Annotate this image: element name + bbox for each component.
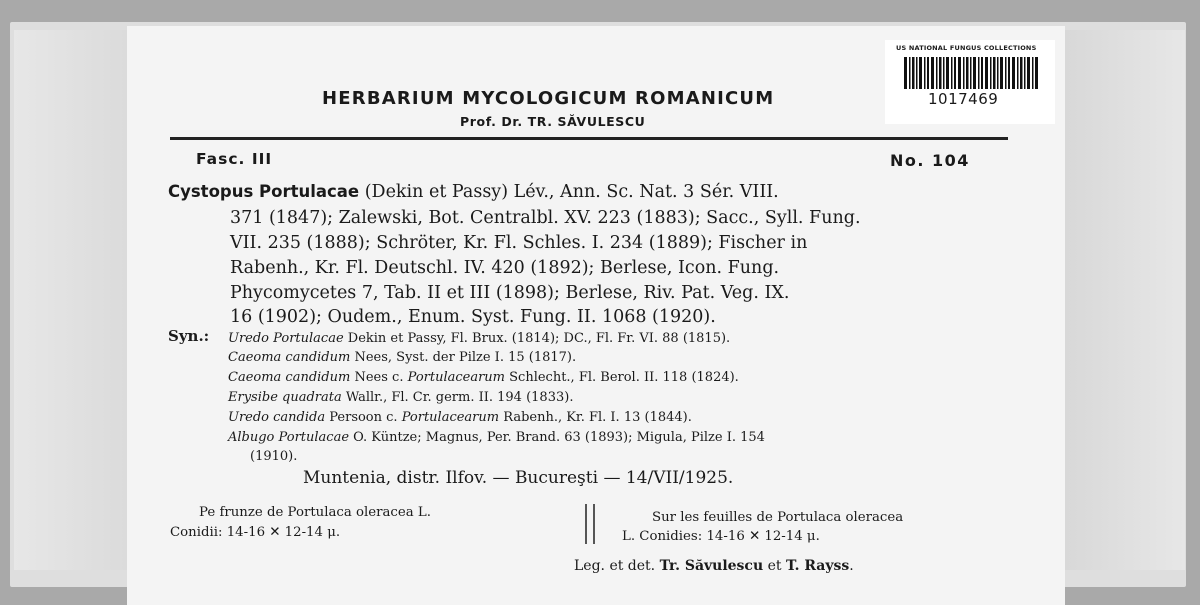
- synonym-line-tail: (1910).: [250, 449, 298, 464]
- synonym-name: Erysibe quadrata: [228, 390, 342, 405]
- synonym-reference: Schlecht., Fl. Berol. II. 118 (1824).: [505, 370, 739, 385]
- header-rule: [170, 137, 1008, 140]
- collector-conjunction: et: [763, 558, 786, 574]
- fascicle-label: Fasc. III: [196, 150, 273, 168]
- synonym-line: [228, 348, 576, 369]
- synonym-reference: Persoon c.: [325, 410, 402, 425]
- synonym-line: [228, 388, 573, 409]
- synonym-name: Caeoma candidum: [228, 350, 351, 365]
- synonym-line: [228, 368, 739, 389]
- specimen-number: No. 104: [890, 151, 970, 170]
- synonym-reference: O. Küntze; Magnus, Per. Brand. 63 (1893); Migula, Pilze I. 154: [349, 430, 765, 445]
- species-line-1: [168, 180, 779, 204]
- synonym-line: [228, 428, 765, 449]
- species-citation-line: Rabenh., Kr. Fl. Deutschl. IV. 420 (1892); Berlese, Icon. Fung.: [230, 258, 780, 278]
- collector-prefix: Leg. et det.: [574, 558, 660, 574]
- barcode-image: [904, 57, 1038, 89]
- collector-suffix: .: [849, 558, 854, 574]
- synonym-name: Uredo candida: [228, 410, 326, 425]
- collector-line: [574, 556, 854, 576]
- synonym-host: Portulacearum: [401, 410, 500, 425]
- synonym-reference: Rabenh., Kr. Fl. I. 13 (1844).: [499, 410, 692, 425]
- synonym-reference: Wallr., Fl. Cr. germ. II. 194 (1833).: [341, 390, 574, 405]
- locality: Muntenia, distr. Ilfov. — Bucureşti — 14/VII/1925.: [303, 468, 734, 488]
- column-divider: [585, 504, 595, 544]
- synonym-host: Portulacearum: [407, 370, 505, 385]
- synonym-name: Albugo Portulacae: [228, 430, 350, 445]
- species-citation-line: 16 (1902); Oudem., Enum. Syst. Fung. II. 1068 (1920).: [230, 307, 716, 327]
- envelope-flap-right: [1065, 30, 1185, 570]
- species-citation-line: Phycomycetes 7, Tab. II et III (1898); Berlese, Riv. Pat. Veg. IX.: [230, 283, 790, 303]
- synonym-name: Caeoma candidum: [228, 370, 351, 385]
- species-authority: (Dekin et Passy) Lév., Ann. Sc. Nat. 3 Sér. VIII.: [364, 182, 779, 202]
- synonym-name: Uredo Portulacae: [228, 331, 344, 346]
- synonym-line: [228, 329, 730, 350]
- species-citation-line: VII. 235 (1888); Schröter, Kr. Fl. Schles. I. 234 (1889); Fischer in: [230, 233, 808, 253]
- species-name: Cystopus Portulacae: [168, 182, 360, 201]
- host-note-romanian: Pe frunze de Portulaca oleracea L.: [199, 505, 431, 520]
- herbarium-title: HERBARIUM MYCOLOGICUM ROMANICUM: [322, 88, 775, 109]
- conidia-note-romanian: Conidii: 14-16 ✕ 12-14 μ.: [170, 525, 341, 540]
- synonym-reference: Dekin et Passy, Fl. Brux. (1814); DC., Fl. Fr. VI. 88 (1815).: [343, 331, 731, 346]
- synonym-reference: Nees c.: [350, 370, 408, 385]
- envelope-flap-left: [14, 30, 144, 570]
- barcode-caption: US NATIONAL FUNGUS COLLECTIONS: [896, 44, 1037, 52]
- herbarium-subtitle: Prof. Dr. TR. SĂVULESCU: [460, 114, 646, 129]
- collector-name-2: T. Rayss: [785, 558, 850, 574]
- barcode-number: 1017469: [928, 90, 999, 108]
- species-citation-line: 371 (1847); Zalewski, Bot. Centralbl. XV. 223 (1883); Sacc., Syll. Fung.: [230, 208, 861, 228]
- synonym-line: [228, 408, 692, 429]
- collector-name-1: Tr. Săvulescu: [659, 558, 764, 574]
- conidia-note-french: L. Conidies: 14-16 ✕ 12-14 μ.: [622, 529, 820, 544]
- synonyms-label: Syn.:: [168, 327, 210, 345]
- host-note-french: Sur les feuilles de Portulaca oleracea: [652, 510, 904, 525]
- synonym-reference: Nees, Syst. der Pilze I. 15 (1817).: [350, 350, 577, 365]
